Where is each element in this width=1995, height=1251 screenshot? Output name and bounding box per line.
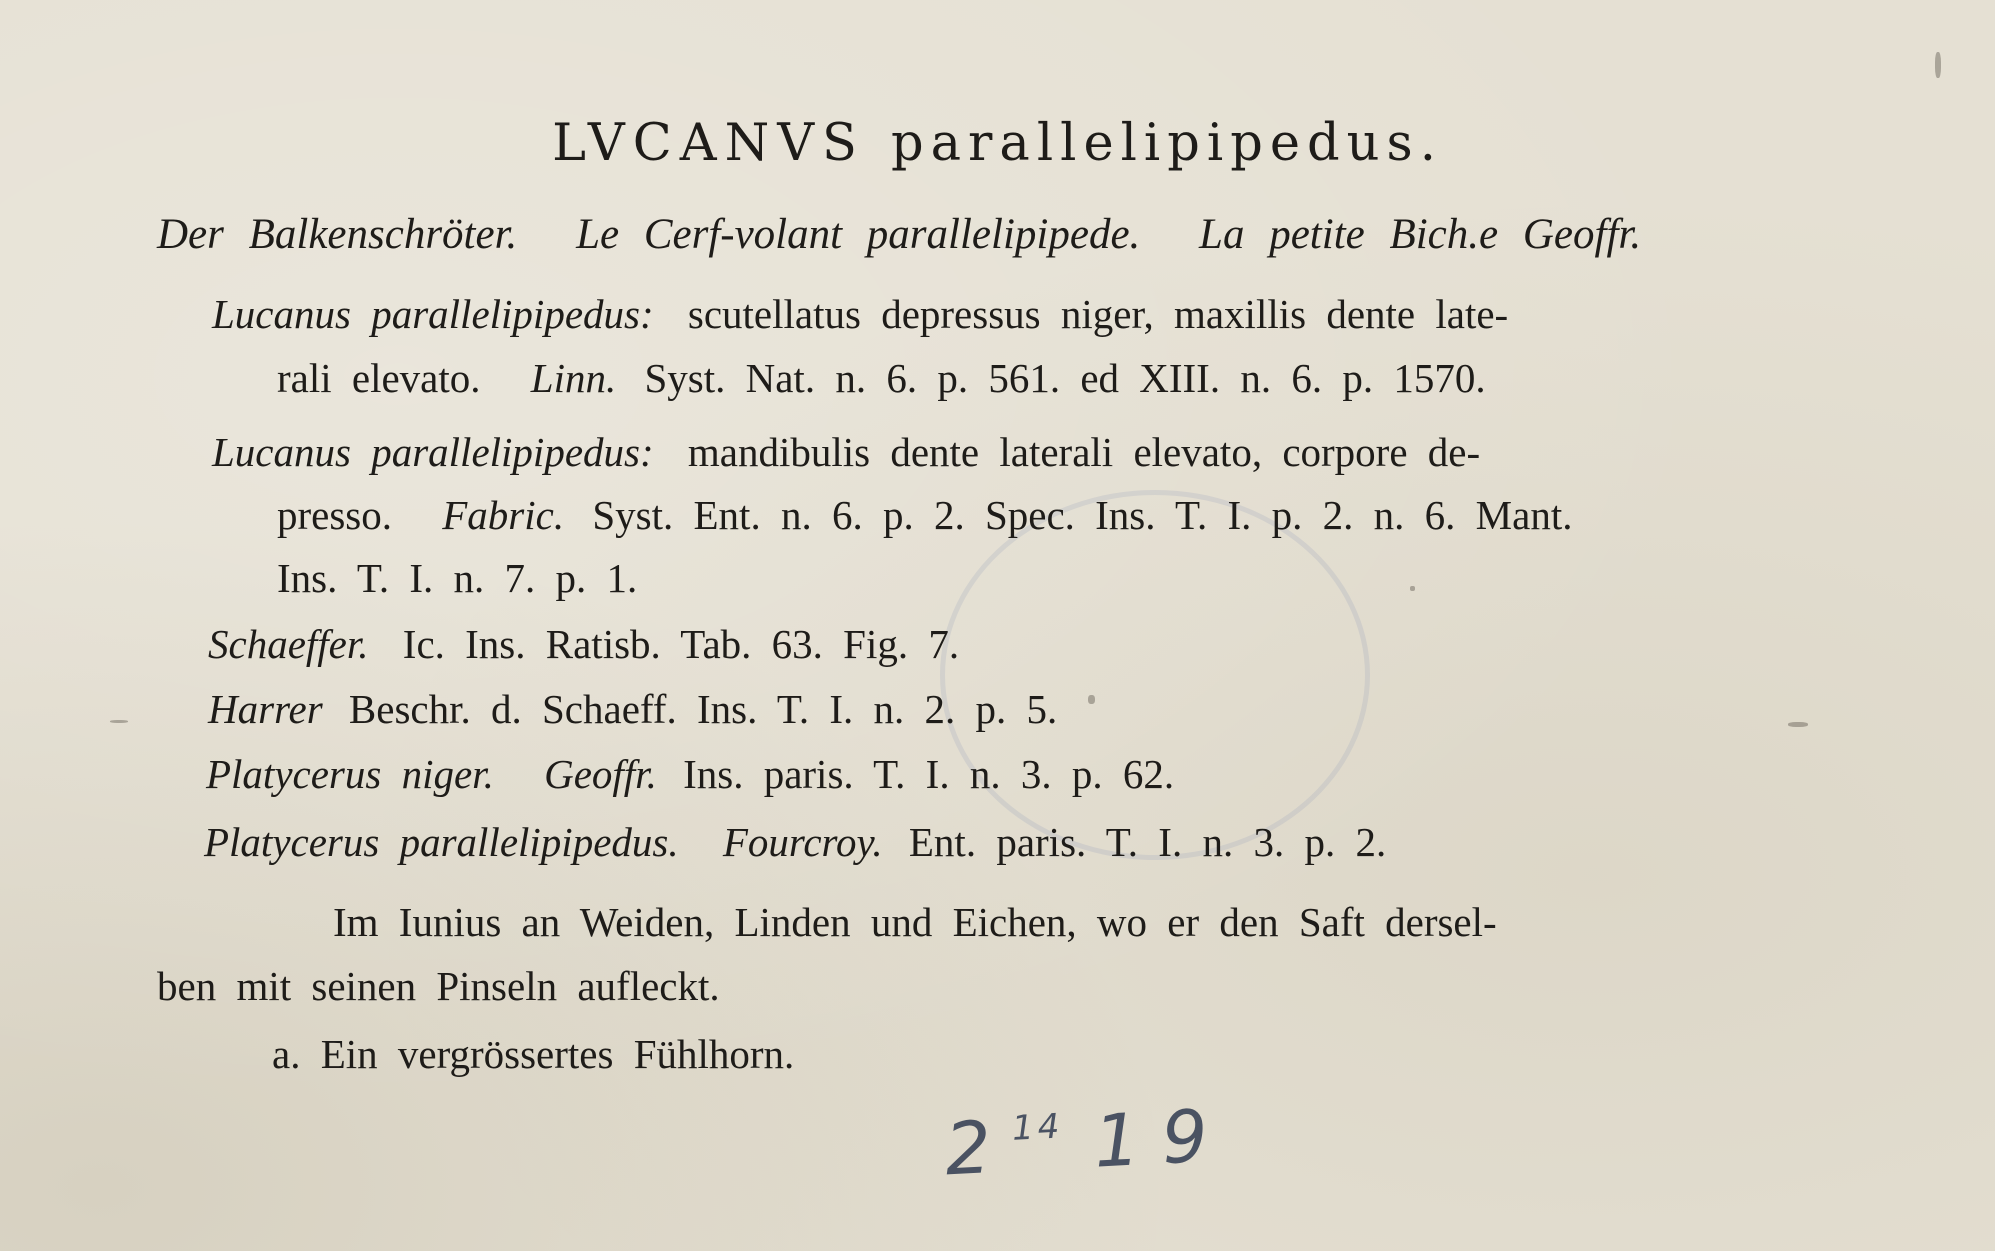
- title-species: parallelipipedus.: [890, 114, 1443, 173]
- habitat-line: ben mit seinen Pinseln aufleckt.: [157, 963, 720, 1009]
- citation-author: Fabric.: [442, 492, 565, 538]
- reference-author: Lucanus parallelipipedus:: [212, 429, 654, 475]
- reference-author: Platycerus parallelipipedus.: [204, 819, 679, 865]
- reference-line: [204, 818, 1386, 866]
- citation-text: Ent. paris. T. I. n. 3. p. 2.: [908, 819, 1387, 865]
- citation-text: Ins. T. I. n. 7. p. 1.: [277, 555, 638, 601]
- reference-author: Harrer: [208, 686, 323, 732]
- figure-note: a. Ein vergrössertes Fühlhorn.: [272, 1031, 795, 1077]
- reference-line: [208, 620, 959, 668]
- handwritten-note: [943, 1093, 1232, 1192]
- citation-text: Ins. paris. T. I. n. 3. p. 62.: [683, 751, 1175, 797]
- reference-author: Schaeffer.: [208, 621, 369, 667]
- page-title: [0, 114, 1995, 173]
- handwritten-sup: 14: [1010, 1106, 1065, 1149]
- paper-speck: [1788, 722, 1808, 727]
- reference-line: [277, 491, 1572, 539]
- citation-author: Geoffr.: [544, 751, 657, 797]
- reference-text: presso.: [277, 492, 393, 538]
- habitat-line: Im Iunius an Weiden, Linden und Eichen, wo er den Saft dersel-: [333, 899, 1497, 945]
- citation-author: Fourcroy.: [722, 819, 883, 865]
- reference-line: [277, 554, 637, 602]
- reference-line: [206, 750, 1174, 798]
- reference-text: mandibulis dente laterali elevato, corpore de-: [687, 429, 1481, 475]
- paper-speck: [1088, 695, 1095, 704]
- paper-speck: [1935, 52, 1941, 78]
- stamp-stain: [940, 490, 1370, 860]
- paper-speck: [1410, 586, 1415, 591]
- citation-author: Linn.: [530, 355, 617, 401]
- citation-text: Beschr. d. Schaeff. Ins. T. I. n. 2. p. 5.: [348, 686, 1058, 732]
- vernacular-german: Der Balkenschröter.: [157, 211, 518, 258]
- handwritten-main: 2: [942, 1103, 1016, 1192]
- reference-line: [212, 428, 1480, 476]
- reference-author: Lucanus parallelipipedus:: [212, 291, 654, 337]
- reference-text: scutellatus depressus niger, maxillis dente late-: [687, 291, 1509, 337]
- paper-speck: [110, 720, 128, 723]
- vernacular-names: [157, 210, 1641, 259]
- citation-text: Syst. Nat. n. 6. p. 561. ed XIII. n. 6. p. 1570.: [644, 355, 1486, 401]
- citation-text: Syst. Ent. n. 6. p. 2. Spec. Ins. T. I. p. 2. n. 6. Mant.: [592, 492, 1573, 538]
- reference-author: Platycerus niger.: [206, 751, 494, 797]
- vernacular-geoffroy: La petite Bich.e Geoffr.: [1199, 211, 1642, 258]
- reference-line: [277, 354, 1486, 402]
- citation-text: Ic. Ins. Ratisb. Tab. 63. Fig. 7.: [402, 621, 960, 667]
- handwritten-tail: 19: [1091, 1092, 1232, 1184]
- title-genus: LVCANVS: [552, 114, 865, 173]
- vernacular-french: Le Cerf-volant parallelipipede.: [576, 211, 1141, 258]
- reference-text: rali elevato.: [277, 355, 481, 401]
- reference-line: [208, 685, 1057, 733]
- reference-line: [212, 290, 1508, 338]
